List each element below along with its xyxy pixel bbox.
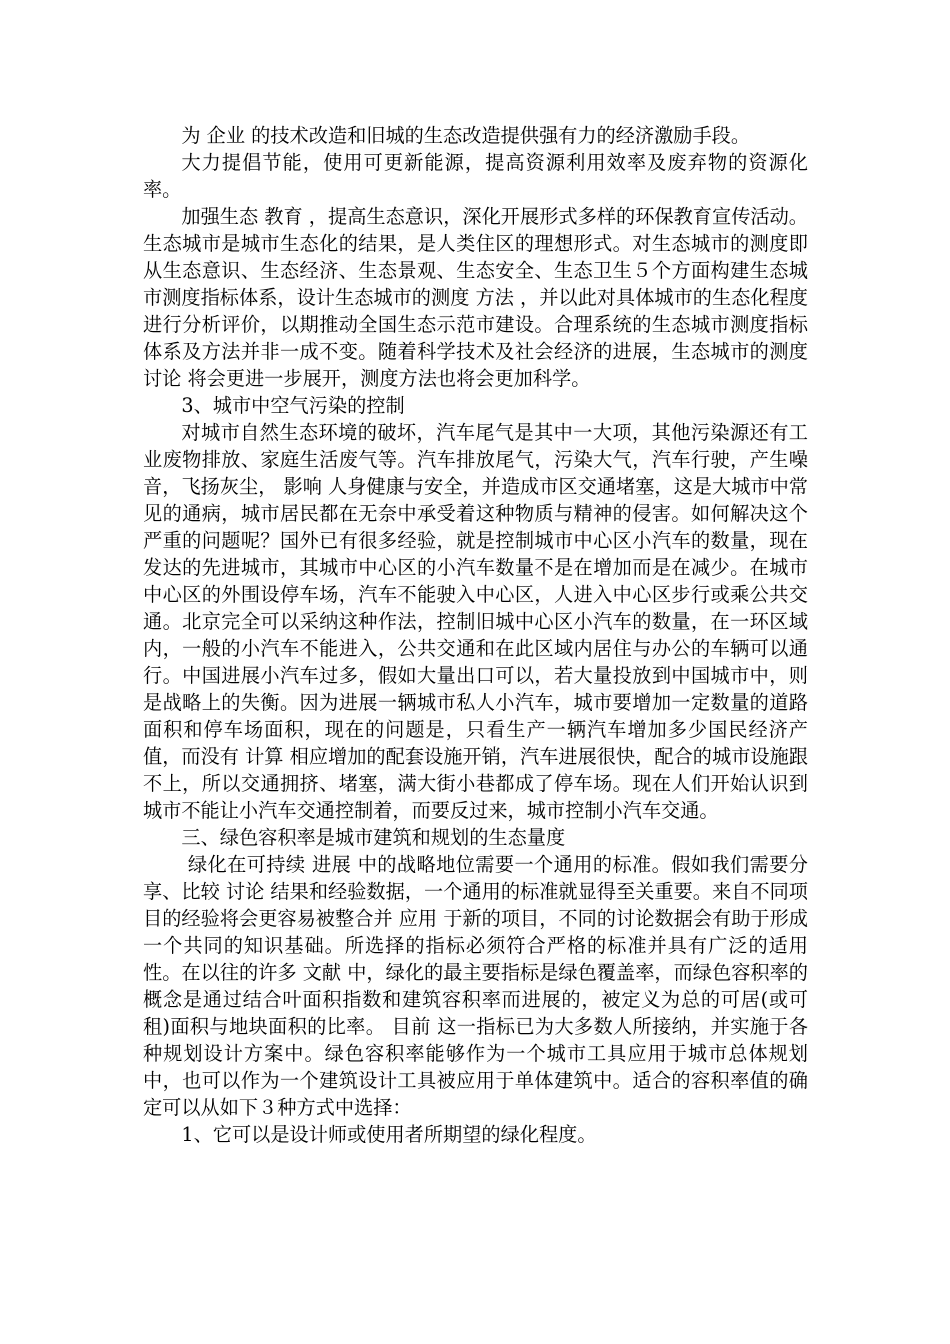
paragraph-ecological-education: 加强生态 教育 ，提高生态意识，深化开展形式多样的环保教育宣传活动。生态城市是城市生态化的结果，是人类住区的理想形式。对生态城市的测度即从生态意识、生态经济、生态景观、生态安全、生态卫生５个方面构建生态城市测度指标体系，设计生态城市的测度 方法 ，并以此对具体城市的生态化程度进行分析评价，以期推动全国生态示范市建设。合理系统的生态城市测度指标体系及方法并非一成不变。随着科学技术及社会经济的进展，生态城市的测度 讨论 将会更进一步展开，测度方法也将会更加科学。 — [143, 205, 815, 390]
paragraph-energy-saving: 大力提倡节能，使用可更新能源，提高资源利用效率及废弃物的资源化率。 — [143, 151, 808, 201]
heading-air-pollution-control: 3、城市中空气污染的控制 — [181, 394, 405, 417]
document-page — [143, 122, 815, 1148]
paragraph-economic-incentives: 为 企业 的技术改造和旧城的生态改造提供强有力的经济激励手段。 — [181, 124, 751, 147]
list-item-1: 1、它可以是设计师或使用者所期望的绿化程度。 — [181, 1123, 597, 1146]
paragraph-vehicle-exhaust: 对城市自然生态环境的破坏，汽车尾气是其中一大项，其他污染源还有工业废物排放、家庭生活废气等。汽车排放尾气，污染大气，汽车行驶，产生噪音，飞扬灰尘， 影响 人身健康与安全，并造成市区交通堵塞，这是大城市中常见的通病，城市居民都在无奈中承受着这种物质与精神的侵害。如何解决这个严重的问题呢？国外已有很多经验，就是控制城市中心区小汽车的数量，现在发达的先进城市，其城市中心区的小汽车数量不是在增加而是在减少。在城市中心区的外围设停车场，汽车不能驶入中心区，人进入中心区步行或乘公共交通。北京完全可以采纳这种作法，控制旧城中心区小汽车的数量，在一环区域内，一般的小汽车不能进入，公共交通和在此区域内居住与办公的车辆可以通行。中国进展小汽车过多，假如大量出口可以，若大量投放到中国城市中，则是战略上的失衡。因为进展一辆城市私人小汽车，城市要增加一定数量的道路面积和停车场面积，现在的问题是，只看生产一辆汽车增加多少国民经济产值，而没有 计算 相应增加的配套设施开销，汽车进展很快，配合的城市设施跟不上，所以交通拥挤、堵塞，满大街小巷都成了停车场。现在人们开始认识到城市不能让小汽车交通控制着，而要反过来，城市控制小汽车交通。 — [143, 421, 808, 822]
paragraph-green-plot-ratio: 绿化在可持续 进展 中的战略地位需要一个通用的标准。假如我们需要分享、比较 讨论 结果和经验数据，一个通用的标准就显得至关重要。来自不同项目的经验将会更容易被整合并 应用 于新的项目，不同的讨论数据会有助于形成一个共同的知识基础。所选择的指标必须符合严格的标准并具有广泛的适用性。在以往的许多 文献 中，绿化的最主要指标是绿色覆盖率，而绿色容积率的概念是通过结合叶面积指数和建筑容积率而进展的，被定义为总的可居(或可租)面积与地块面积的比率。 目前 这一指标已为大多数人所接纳，并实施于各种规划设计方案中。绿色容积率能够作为一个城市工具应用于城市总体规划中，也可以作为一个建筑设计工具被应用于单体建筑中。适合的容积率值的确定可以从如下３种方式中选择： — [143, 853, 808, 1119]
heading-green-plot-ratio: 三、绿色容积率是城市建筑和规划的生态量度 — [181, 826, 566, 849]
